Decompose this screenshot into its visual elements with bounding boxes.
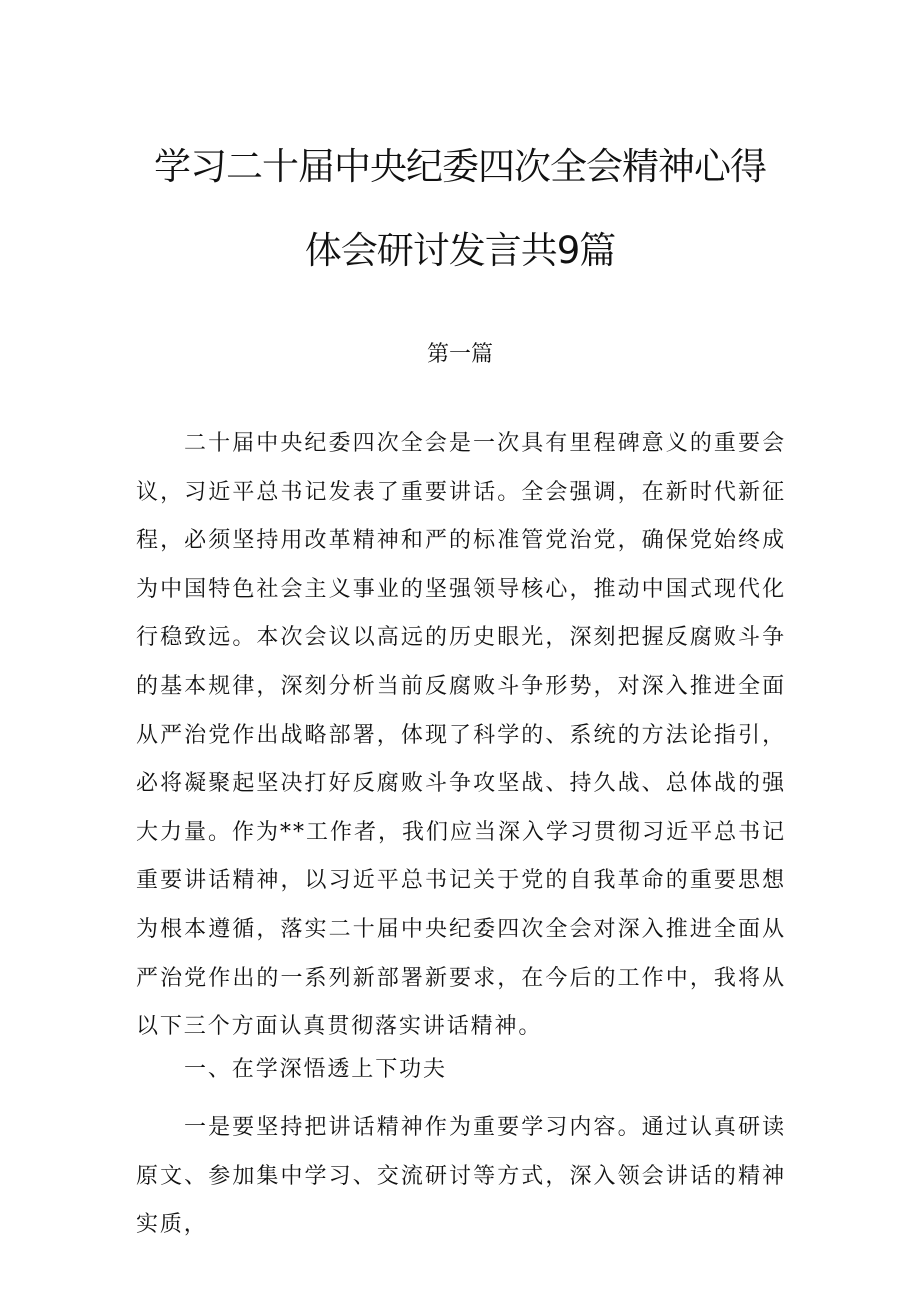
document-title-line-2: 体会研讨发言共9篇 xyxy=(304,229,616,272)
section-heading: 第一篇 xyxy=(426,342,493,367)
paragraph-intro: 二十届中央纪委四次全会是一次具有里程碑意义的重要会议，习近平总书记发表了重要讲话。全会强调，在新时代新征程，必须坚持用改革精神和严的标准管党治党，确保党始终成为中国特色社会主义事业的坚强领导核心，推动中国式现代化行稳致远。本次会议以高远的历史眼光，深刻把握反腐败斗争的基本规律，深刻分析当前反腐败斗争形势，对深入推进全面从严治党作出战略部署，体现了科学的、系统的方法论指引，必将凝聚起坚决打好反腐败斗争攻坚战、持久战、总体战的强大力量。作为**工作者，我们应当深入学习贯彻习近平总书记重要讲话精神，以习近平总书记关于党的自我革命的重要思想为根本遵循，落实二十届中央纪委四次全会对深入推进全面从严治党作出的一系列新部署新要求，在今后的工作中，我将从以下三个方面认真贯彻落实讲话精神。 xyxy=(136,431,786,1040)
paragraph-subheading: 一、在学深悟透上下功夫 xyxy=(184,1057,447,1082)
document-title-line-1: 学习二十届中央纪委四次全会精神心得 xyxy=(154,145,766,188)
paragraph-point-one: 一是要坚持把讲话精神作为重要学习内容。通过认真研读原文、参加集中学习、交流研讨等方式，深入领会讲话的精神实质， xyxy=(136,1115,786,1238)
